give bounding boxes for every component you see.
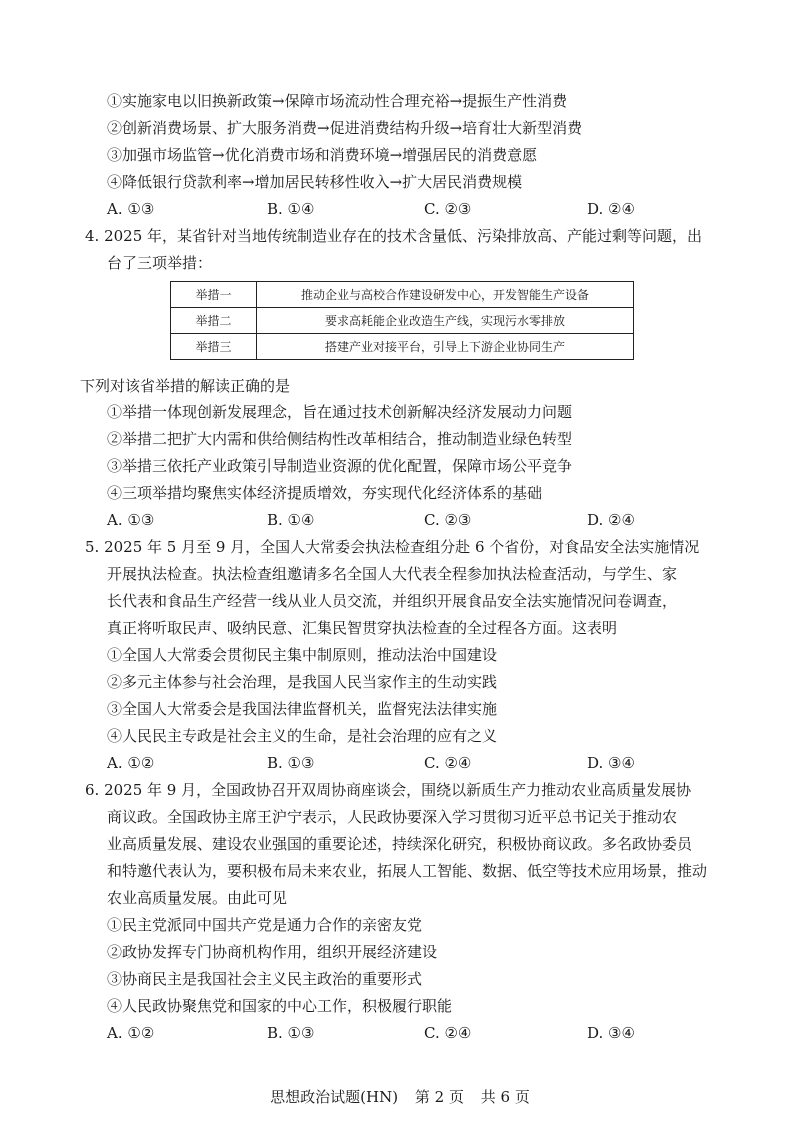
q4-stem-line-2: 台了三项举措： [107,254,213,272]
measure-label: 举措二 [171,308,257,334]
q3-option-4: ④降低银行贷款利率→增加居民转移性收入→扩大居民消费规模 [107,173,523,191]
q3-option-1: ①实施家电以旧换新政策→保障市场流动性合理充裕→提振生产性消费 [107,92,568,110]
q6-option-2: ②政协发挥专门协商机构作用，组织开展经济建设 [107,943,438,961]
q6-choice-a: A. ①② [107,1024,155,1042]
q5-stem-line-4: 真正将听取民声、吸纳民意、汇集民智贯穿执法检查的全过程各方面。这表明 [107,619,618,637]
q5-stem-line-1: 5. 2025 年 5 月至 9 月，全国人大常委会执法检查组分赴 6 个省份，对食品安全法实施情况 [85,538,700,556]
q5-stem-line-3: 长代表和食品生产经营一线从业人员交流，并组织开展食品安全法实施情况问卷调查， [107,592,678,610]
q3-choices [107,199,667,219]
q6-option-4: ④人民政协聚焦党和国家的中心工作，积极履行职能 [107,997,453,1015]
q6-choice-d: D. ③④ [587,1024,635,1042]
q6-choice-b: B. ①③ [267,1024,315,1042]
q5-choice-d: D. ③④ [587,754,635,772]
q6-option-1: ①民主党派同中国共产党是通力合作的亲密友党 [107,916,423,934]
q6-stem-line-3: 业高质量发展、建设农业强国的重要论述，持续深化研究，积极协商议政。多名政协委员 [107,835,693,853]
q3-option-3: ③加强市场监管→优化消费市场和消费环境→增强居民的消费意愿 [107,146,538,164]
q4-measures-table [170,281,634,360]
q5-choices [107,753,667,773]
q4-prompt: 下列对该省举措的解读正确的是 [80,377,291,395]
q5-choice-c: C. ②④ [424,754,472,772]
q4-choice-d: D. ②④ [587,511,635,529]
q3-option-2: ②创新消费场景、扩大服务消费→促进消费结构升级→培育壮大新型消费 [107,119,583,137]
q4-stem-line-1: 4. 2025 年，某省针对当地传统制造业存在的技术含量低、污染排放高、产能过剩等问题，出 [85,227,703,245]
q4-option-1: ①举措一体现创新发展理念，旨在通过技术创新解决经济发展动力问题 [107,403,573,421]
table-row [171,308,634,334]
q6-choices [107,1023,667,1043]
q4-option-2: ②举措二把扩大内需和供给侧结构性改革相结合，推动制造业绿色转型 [107,430,573,448]
q3-choice-c: C. ②③ [424,200,472,218]
q4-option-4: ④三项举措均聚焦实体经济提质增效，夯实现代化经济体系的基础 [107,484,543,502]
footer-total-pages: 共 6 页 [480,1088,530,1106]
q4-choices [107,510,667,530]
q6-stem-line-2: 商议政。全国政协主席王沪宁表示，人民政协要深入学习贯彻习近平总书记关于推动农 [107,808,678,826]
q4-option-3: ③举措三依托产业政策引导制造业资源的优化配置，保障市场公平竞争 [107,457,573,475]
q6-stem-line-4: 和特邀代表认为，要积极布局未来农业，拓展人工智能、数据、低空等技术应用场景，推动 [107,862,708,880]
q3-choice-b: B. ①④ [267,200,315,218]
q5-option-4: ④人民民主专政是社会主义的生命，是社会治理的应有之义 [107,727,498,745]
footer-title: 思想政治试题(HN) [270,1088,399,1106]
q5-choice-a: A. ①② [107,754,155,772]
q5-option-2: ②多元主体参与社会治理，是我国人民当家作主的生动实践 [107,673,498,691]
q5-choice-b: B. ①③ [267,754,315,772]
page-footer [0,1087,800,1107]
measure-content: 要求高耗能企业改造生产线，实现污水零排放 [257,308,634,334]
q5-option-3: ③全国人大常委会是我国法律监督机关，监督宪法法律实施 [107,700,498,718]
table-row [171,282,634,308]
measure-content: 搭建产业对接平台，引导上下游企业协同生产 [257,334,634,360]
footer-page-number: 第 2 页 [414,1088,464,1106]
q6-choice-c: C. ②④ [424,1024,472,1042]
q4-choice-a: A. ①③ [107,511,155,529]
q3-choice-d: D. ②④ [587,200,635,218]
table-row [171,334,634,360]
q4-choice-c: C. ②③ [424,511,472,529]
q5-option-1: ①全国人大常委会贯彻民主集中制原则，推动法治中国建设 [107,646,498,664]
q4-choice-b: B. ①④ [267,511,315,529]
q6-option-3: ③协商民主是我国社会主义民主政治的重要形式 [107,970,423,988]
measure-label: 举措一 [171,282,257,308]
q6-stem-line-5: 农业高质量发展。由此可见 [107,889,288,907]
measure-label: 举措三 [171,334,257,360]
q5-stem-line-2: 开展执法检查。执法检查组邀请多名全国人大代表全程参加执法检查活动，与学生、家 [107,565,678,583]
q3-choice-a: A. ①③ [107,200,155,218]
measure-content: 推动企业与高校合作建设研发中心，开发智能生产设备 [257,282,634,308]
q6-stem-line-1: 6. 2025 年 9 月，全国政协召开双周协商座谈会，围绕以新质生产力推动农业高质量发展协 [85,781,692,799]
